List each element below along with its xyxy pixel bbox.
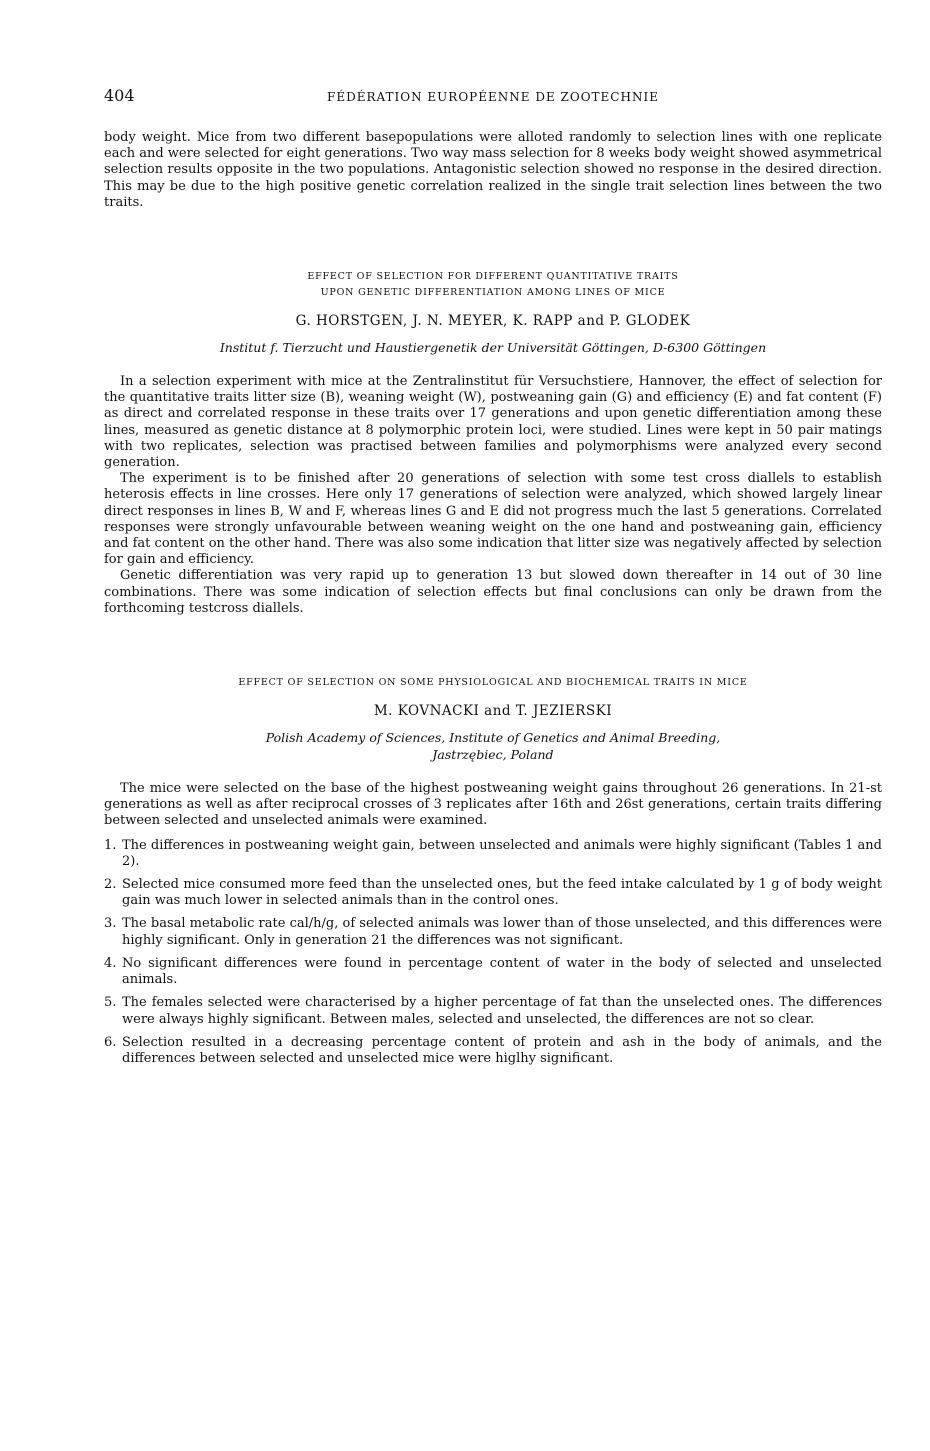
findings-list — [104, 838, 882, 1067]
list-item: 2. Selected mice consumed more feed than the unselected ones, but the feed intake calculated by 1 g of body weight gain was much lower in selected animals than in the control ones. — [104, 877, 882, 909]
continued-abstract: body weight. Mice from two different basepopulations were alloted randomly to selection lines with one replicate each and were selected for eight generations. Two way mass selection for 8 weeks body weight showed asymmetrical selection results opposite in the two populations. Antagonistic selection showed no response in the desired direction. This may be due to the high positive genetic correlation realized in the single trait selection lines between the two traits. — [104, 130, 883, 210]
page — [104, 86, 882, 1074]
article1-title-line2: UPON GENETIC DIFFERENTIATION AMONG LINES OF MICE — [320, 287, 666, 299]
article2-intro: The mice were selected on the base of the highest postweaning weight gains throughout 26 generations. In 21-st generations as well as after reciprocal crosses of 3 replicates after 16th and 26st generations, certain traits differing between selected and unselected animals were examined. — [104, 781, 882, 829]
list-item: 1. The differences in postweaning weight gain, between unselected and animals were highly significant (Tables 1 and 2). — [104, 837, 882, 869]
article1-title-line1: EFFECT OF SELECTION FOR DIFFERENT QUANTITATIVE TRAITS — [307, 271, 679, 283]
article1-paragraph: In a selection experiment with mice at the Zentralinstitut für Versuchstiere, Hannover, the effect of selection for the quantitative traits litter size (B), weaning weight (W), postweaning gain (G) and efficiency (E) and fat content (F) as direct and correlated response in these traits over 17 generations and upon genetic differentiation among these lines, measured as genetic distance at 8 polymorphic protein loci, were studied. Lines were kept in 50 pair matings with two replicates, selection was practised between families and polymorphisms were analyzed every second generation. — [104, 374, 882, 471]
article2-affiliation — [104, 729, 882, 763]
list-item: 3. The basal metabolic rate cal/h/g, of selected animals was lower than of those unselected, and this differences were highly significant. Only in generation 21 the differences was not significant. — [104, 916, 882, 948]
article2-affiliation-line2: Jastrzębiec, Poland — [432, 747, 554, 763]
article2-title: EFFECT OF SELECTION ON SOME PHYSIOLOGICAL AND BIOCHEMICAL TRAITS IN MICE — [238, 677, 748, 689]
list-item: 5. The females selected were characterised by a higher percentage of fat than the unselected ones. The differences were always highly significant. Between males, selected and unselected, the differences are not so clear. — [104, 995, 882, 1027]
article2-affiliation-line1: Polish Academy of Sciences, Institute of Genetics and Animal Breeding, — [265, 730, 721, 746]
article1-paragraph: Genetic differentiation was very rapid up to generation 13 but slowed down thereafter in 14 out of 30 line combinations. There was some indication of selection effects but final conclusions can only be drawn from the forthcoming testcross diallels. — [104, 568, 882, 616]
article1-affiliation: Institut f. Tierzucht und Haustiergenetik der Universität Göttingen, D-6300 Göttingen — [219, 340, 767, 356]
article1-paragraph: The experiment is to be finished after 20 generations of selection with some test cross diallels to establish heterosis effects in line crosses. Here only 17 generations of selection were analyzed, which showed largely linear direct responses in lines B, W and F, whereas lines G and E did not progress much the last 5 generations. Correlated responses were strongly unfavourable between weaning weight on the one hand and postweaning gain, efficiency and fat content on the other hand. There was also some indication that litter size was negatively affected by selection for gain and efficiency. — [104, 471, 882, 568]
page-number: 404 — [104, 86, 135, 105]
list-item: 4. No significant differences were found in percentage content of water in the body of selected and unselected animals. — [104, 955, 882, 988]
running-header — [104, 86, 882, 110]
list-item: 6. Selection resulted in a decreasing percentage content of protein and ash in the body of animals, and the differences between selected and unselected mice were higlhy significant. — [104, 1034, 882, 1066]
article2-authors: M. KOVNACKI and T. JEZIERSKI — [373, 703, 613, 720]
journal-title: FÉDÉRATION EUROPÉENNE DE ZOOTECHNIE — [327, 90, 659, 104]
article1-authors: G. HORSTGEN, J. N. MEYER, K. RAPP and P. GLODEK — [295, 313, 691, 330]
